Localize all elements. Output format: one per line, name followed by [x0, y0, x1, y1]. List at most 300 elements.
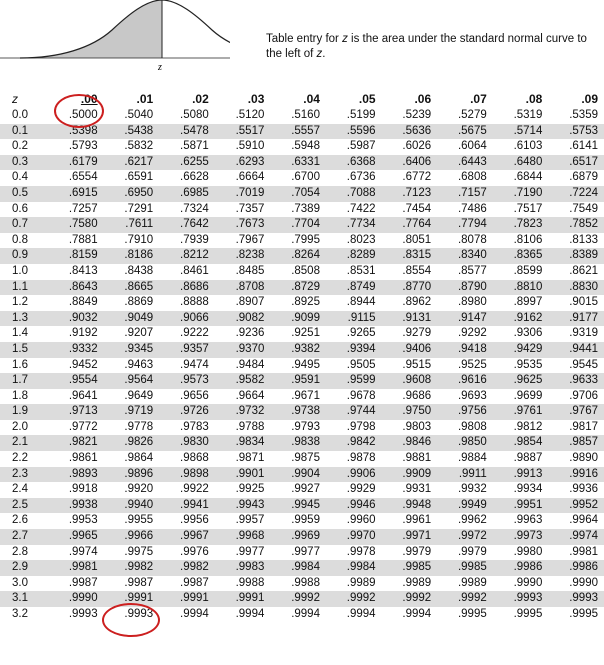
- table-cell: .6255: [159, 155, 215, 171]
- row-z-value: 3.1: [0, 591, 48, 607]
- table-row: [0, 202, 604, 218]
- table-cell: .7224: [548, 186, 604, 202]
- row-z-value: 3.0: [12, 576, 28, 589]
- row-z-value: 1.3: [0, 311, 48, 327]
- table-cell: .8577: [457, 264, 487, 277]
- table-cell: .8790: [437, 280, 493, 296]
- table-cell: .5319: [513, 109, 543, 121]
- table-cell: .6217: [104, 155, 160, 171]
- table-cell: .6950: [104, 186, 160, 202]
- table-cell: .9641: [68, 389, 98, 402]
- column-header: .05: [358, 92, 376, 107]
- table-cell: .9834: [215, 435, 271, 451]
- table-cell: .6141: [569, 140, 598, 153]
- table-cell: .9192: [68, 327, 98, 340]
- table-row: [0, 404, 604, 420]
- table-cell: .5000: [68, 109, 98, 121]
- table-cell: .8212: [159, 248, 215, 264]
- table-cell: .7704: [270, 217, 326, 233]
- table-cell: .6808: [457, 171, 487, 184]
- table-cell: .8643: [48, 280, 104, 296]
- table-cell: .9980: [513, 545, 543, 558]
- table-cell: .7054: [270, 186, 326, 202]
- table-cell: .8078: [457, 233, 487, 246]
- table-cell: .5910: [235, 140, 265, 153]
- table-cell: .9772: [68, 420, 98, 433]
- table-cell: .9920: [124, 483, 154, 496]
- table-cell: .9236: [235, 327, 265, 340]
- table-cell: .9965: [48, 529, 104, 545]
- table-cell: .9994: [402, 608, 432, 620]
- table-cell: .9896: [104, 467, 160, 483]
- table-cell: .5120: [235, 109, 265, 121]
- table-cell: .9545: [569, 358, 598, 371]
- table-cell: .8023: [346, 233, 376, 246]
- table-cell: .9162: [493, 311, 549, 327]
- table-cell: .9222: [180, 327, 209, 340]
- table-row: [0, 545, 604, 561]
- table-cell: .9911: [437, 467, 493, 483]
- table-cell: .9761: [493, 404, 549, 420]
- table-cell: .9968: [215, 529, 271, 545]
- table-cell: .5557: [270, 124, 326, 140]
- table-cell: .8962: [402, 296, 432, 309]
- table-row: [0, 607, 604, 623]
- row-z-value: 2.1: [0, 435, 48, 451]
- table-row: [0, 342, 604, 358]
- table-cell: .9974: [68, 545, 98, 558]
- table-cell: .9956: [180, 514, 209, 527]
- table-cell: .8365: [493, 248, 549, 264]
- table-cell: .9909: [382, 467, 438, 483]
- table-row: [0, 591, 604, 607]
- row-z-value: 2.4: [12, 483, 28, 496]
- table-cell: .8508: [291, 264, 320, 277]
- table-cell: .9767: [548, 404, 604, 420]
- table-cell: .9986: [548, 560, 604, 576]
- table-cell: .9633: [548, 373, 604, 389]
- table-cell: .7486: [457, 202, 487, 215]
- table-cell: .5636: [382, 124, 438, 140]
- table-cell: .7088: [326, 186, 382, 202]
- table-cell: .9951: [493, 498, 549, 514]
- table-cell: .9803: [402, 420, 432, 433]
- table-cell: .8708: [215, 280, 271, 296]
- table-cell: .9738: [270, 404, 326, 420]
- table-cell: .7580: [48, 217, 104, 233]
- table-cell: .5478: [159, 124, 215, 140]
- table-cell: .5517: [215, 124, 271, 140]
- table-row: [0, 108, 604, 124]
- table-cell: .6406: [382, 155, 438, 171]
- table-cell: .9984: [270, 560, 326, 576]
- table-cell: .8599: [513, 264, 543, 277]
- table-cell: .8264: [270, 248, 326, 264]
- column-header: .06: [414, 92, 432, 107]
- table-cell: .5199: [346, 109, 376, 121]
- table-row: [0, 373, 604, 389]
- row-z-value: 1.2: [12, 296, 28, 309]
- table-cell: .9871: [235, 452, 265, 465]
- row-z-value: 1.1: [0, 280, 48, 296]
- table-cell: .9995: [569, 608, 598, 620]
- table-cell: .7881: [68, 233, 98, 246]
- table-cell: .8997: [513, 296, 543, 309]
- row-z-value: 0.7: [0, 217, 48, 233]
- table-cell: .9319: [569, 327, 598, 340]
- table-cell: .9961: [402, 514, 432, 527]
- table-cell: .8980: [457, 296, 487, 309]
- table-cell: .9982: [104, 560, 160, 576]
- table-cell: .5040: [124, 109, 154, 121]
- table-cell: .9985: [382, 560, 438, 576]
- table-cell: .8665: [104, 280, 160, 296]
- table-cell: .9970: [326, 529, 382, 545]
- table-cell: .9963: [513, 514, 543, 527]
- table-cell: .9964: [569, 514, 598, 527]
- table-cell: .9992: [437, 591, 493, 607]
- table-cell: .9864: [124, 452, 154, 465]
- row-z-value: 0.2: [12, 140, 28, 153]
- row-z-value: 2.3: [0, 467, 48, 483]
- table-cell: .9916: [548, 467, 604, 483]
- table-cell: .9345: [104, 342, 160, 358]
- table-cell: .9131: [382, 311, 438, 327]
- table-cell: .9952: [548, 498, 604, 514]
- table-cell: .9591: [270, 373, 326, 389]
- table-cell: .9988: [235, 576, 265, 589]
- row-z-value: 2.0: [12, 420, 28, 433]
- table-cell: .6103: [513, 140, 543, 153]
- table-cell: .9686: [402, 389, 432, 402]
- table-cell: .9850: [437, 435, 493, 451]
- table-cell: .9649: [124, 389, 154, 402]
- table-cell: .7734: [326, 217, 382, 233]
- table-row: [0, 560, 604, 576]
- table-cell: .8186: [104, 248, 160, 264]
- table-row: [0, 513, 604, 529]
- table-cell: .9983: [215, 560, 271, 576]
- table-cell: .9495: [291, 358, 320, 371]
- table-cell: .9032: [48, 311, 104, 327]
- table-cell: .9991: [159, 591, 215, 607]
- table-cell: .9292: [457, 327, 487, 340]
- table-cell: .9838: [270, 435, 326, 451]
- table-cell: .5279: [457, 109, 487, 121]
- table-cell: .8810: [493, 280, 549, 296]
- table-cell: .9429: [493, 342, 549, 358]
- table-cell: .9990: [48, 591, 104, 607]
- table-cell: .6915: [48, 186, 104, 202]
- table-row: [0, 326, 604, 342]
- table-cell: .9535: [513, 358, 543, 371]
- table-cell: .9922: [180, 483, 209, 496]
- table-cell: .8621: [569, 264, 598, 277]
- table-row: [0, 576, 604, 592]
- table-cell: .9881: [402, 452, 432, 465]
- table-row: [0, 311, 604, 327]
- row-z-value: 0.6: [12, 202, 28, 215]
- row-z-value: 0.9: [0, 248, 48, 264]
- row-z-value: 0.5: [0, 186, 48, 202]
- table-cell: .9382: [270, 342, 326, 358]
- table-cell: .9994: [346, 608, 376, 620]
- row-z-value: 0.4: [12, 171, 28, 184]
- table-row: [0, 498, 604, 514]
- table-cell: .9890: [569, 452, 598, 465]
- table-cell: .9713: [48, 404, 104, 420]
- table-cell: .9934: [513, 483, 543, 496]
- table-cell: .9938: [48, 498, 104, 514]
- table-cell: .6628: [180, 171, 209, 184]
- table-cell: .7642: [159, 217, 215, 233]
- row-z-value: 2.8: [12, 545, 28, 558]
- table-row: [0, 420, 604, 436]
- table-cell: .9884: [457, 452, 487, 465]
- table-cell: .9994: [180, 608, 209, 620]
- table-row: [0, 155, 604, 171]
- row-z-value: 2.5: [0, 498, 48, 514]
- table-cell: .9979: [402, 545, 432, 558]
- table-cell: .5438: [104, 124, 160, 140]
- caption-z2: z: [316, 48, 323, 60]
- table-cell: .9582: [215, 373, 271, 389]
- table-cell: .6700: [291, 171, 320, 184]
- table-cell: .9943: [215, 498, 271, 514]
- table-cell: .9946: [326, 498, 382, 514]
- table-cell: .9981: [569, 545, 598, 558]
- table-cell: .9505: [346, 358, 376, 371]
- table-cell: .9861: [68, 452, 98, 465]
- table-cell: .7910: [124, 233, 154, 246]
- table-cell: .9564: [104, 373, 160, 389]
- table-cell: .5359: [569, 109, 598, 121]
- table-cell: .9177: [548, 311, 604, 327]
- table-cell: .8051: [402, 233, 432, 246]
- table-cell: .8729: [270, 280, 326, 296]
- table-cell: .6879: [569, 171, 598, 184]
- table-cell: .7291: [124, 202, 154, 215]
- table-cell: .9993: [68, 608, 98, 620]
- table-cell: .6480: [493, 155, 549, 171]
- table-cell: .9987: [180, 576, 209, 589]
- table-cell: .9625: [493, 373, 549, 389]
- table-cell: .7190: [493, 186, 549, 202]
- table-cell: .9993: [493, 591, 549, 607]
- row-z-value: 1.5: [0, 342, 48, 358]
- table-cell: .9955: [124, 514, 154, 527]
- row-z-value: 1.0: [12, 264, 28, 277]
- table-cell: .6591: [124, 171, 154, 184]
- table-cell: .8106: [513, 233, 543, 246]
- table-cell: .9925: [235, 483, 265, 496]
- table-cell: .5160: [291, 109, 320, 121]
- table-cell: .9719: [104, 404, 160, 420]
- table-cell: .9901: [215, 467, 271, 483]
- table-cell: .7673: [215, 217, 271, 233]
- table-row: [0, 280, 604, 296]
- table-cell: .6736: [346, 171, 376, 184]
- table-cell: .8413: [68, 264, 98, 277]
- table-cell: .8925: [291, 296, 320, 309]
- table-cell: .7517: [513, 202, 543, 215]
- row-z-value: 3.2: [12, 608, 28, 620]
- table-cell: .9616: [437, 373, 493, 389]
- table-cell: .8554: [402, 264, 432, 277]
- table-cell: .9929: [346, 483, 376, 496]
- table-cell: .9985: [437, 560, 493, 576]
- table-cell: .9887: [513, 452, 543, 465]
- table-cell: .9082: [215, 311, 271, 327]
- column-header: .03: [247, 92, 265, 107]
- table-cell: .9406: [382, 342, 438, 358]
- table-cell: .9732: [215, 404, 271, 420]
- table-cell: .9812: [513, 420, 543, 433]
- table-cell: .9875: [291, 452, 320, 465]
- table-row: [0, 451, 604, 467]
- table-cell: .9147: [437, 311, 493, 327]
- table-cell: .5871: [180, 140, 209, 153]
- table-cell: .9977: [235, 545, 265, 558]
- column-header: .09: [581, 92, 598, 107]
- table-row: [0, 170, 604, 186]
- table-cell: .9940: [104, 498, 160, 514]
- table-cell: .5596: [326, 124, 382, 140]
- table-cell: .9793: [291, 420, 320, 433]
- table-cell: .9989: [346, 576, 376, 589]
- table-cell: .6368: [326, 155, 382, 171]
- table-cell: .9893: [48, 467, 104, 483]
- table-cell: .9994: [235, 608, 265, 620]
- table-cell: .9821: [48, 435, 104, 451]
- table-row: [0, 186, 604, 202]
- table-cell: .7257: [68, 202, 98, 215]
- table-cell: .6064: [457, 140, 487, 153]
- table-cell: .9960: [346, 514, 376, 527]
- table-cell: .9992: [326, 591, 382, 607]
- table-cell: .5714: [493, 124, 549, 140]
- table-cell: .9991: [215, 591, 271, 607]
- table-cell: .7357: [235, 202, 265, 215]
- table-cell: .9932: [457, 483, 487, 496]
- table-cell: .9972: [437, 529, 493, 545]
- table-row: [0, 264, 604, 280]
- table-cell: .8389: [548, 248, 604, 264]
- row-z-value: 0.3: [0, 155, 48, 171]
- table-cell: .8438: [124, 264, 154, 277]
- table-cell: .9966: [104, 529, 160, 545]
- table-cell: .6772: [402, 171, 432, 184]
- table-cell: .8944: [346, 296, 376, 309]
- table-cell: .9554: [48, 373, 104, 389]
- shaded-area-region: [20, 0, 162, 58]
- table-cell: .5987: [346, 140, 376, 153]
- table-cell: .9846: [382, 435, 438, 451]
- table-cell: .9608: [382, 373, 438, 389]
- table-cell: .9989: [457, 576, 487, 589]
- table-cell: .9904: [270, 467, 326, 483]
- table-cell: .6443: [437, 155, 493, 171]
- column-header: .00: [80, 92, 98, 107]
- table-cell: .9778: [124, 420, 154, 433]
- table-cell: .8907: [235, 296, 265, 309]
- table-row: [0, 482, 604, 498]
- table-cell: .9898: [159, 467, 215, 483]
- table-cell: .9857: [548, 435, 604, 451]
- table-cell: .8289: [326, 248, 382, 264]
- table-cell: .9984: [326, 560, 382, 576]
- table-cell: .9976: [180, 545, 209, 558]
- table-cell: .6517: [548, 155, 604, 171]
- table-cell: .9808: [457, 420, 487, 433]
- table-cell: .9981: [48, 560, 104, 576]
- table-row: [0, 467, 604, 483]
- table-cell: .9987: [68, 576, 98, 589]
- table-cell: .8340: [437, 248, 493, 264]
- table-cell: .9418: [437, 342, 493, 358]
- table-cell: .7939: [180, 233, 209, 246]
- table-cell: .9783: [180, 420, 209, 433]
- table-cell: .5239: [402, 109, 432, 121]
- table-cell: .9949: [437, 498, 493, 514]
- table-cell: .8238: [215, 248, 271, 264]
- table-cell: .7549: [569, 202, 598, 215]
- table-cell: .8749: [326, 280, 382, 296]
- table-cell: .9868: [180, 452, 209, 465]
- table-cell: .9830: [159, 435, 215, 451]
- table-cell: .9726: [159, 404, 215, 420]
- table-cell: .9991: [104, 591, 160, 607]
- row-z-value: 0.1: [0, 124, 48, 140]
- table-cell: .9573: [159, 373, 215, 389]
- table-cell: .9750: [382, 404, 438, 420]
- table-cell: .5948: [291, 140, 320, 153]
- table-cell: .9990: [513, 576, 543, 589]
- table-cell: .9115: [326, 311, 382, 327]
- table-cell: .9599: [326, 373, 382, 389]
- table-cell: .9962: [457, 514, 487, 527]
- table-cell: .9931: [402, 483, 432, 496]
- table-cell: .8686: [159, 280, 215, 296]
- table-cell: .9099: [270, 311, 326, 327]
- table-cell: .9699: [513, 389, 543, 402]
- table-cell: .9798: [346, 420, 376, 433]
- table-cell: .6554: [68, 171, 98, 184]
- z-marker-label: z: [158, 62, 162, 73]
- table-cell: .9066: [159, 311, 215, 327]
- table-cell: .9015: [569, 296, 598, 309]
- table-cell: .5398: [48, 124, 104, 140]
- table-row: [0, 139, 604, 155]
- table-cell: .7967: [235, 233, 265, 246]
- table-cell: .8531: [346, 264, 376, 277]
- table-row: [0, 248, 604, 264]
- header-row: [0, 86, 604, 108]
- table-cell: .9854: [493, 435, 549, 451]
- table-cell: .9049: [104, 311, 160, 327]
- table-cell: .8315: [382, 248, 438, 264]
- table-cell: .9357: [159, 342, 215, 358]
- table-cell: .5675: [437, 124, 493, 140]
- table-row: [0, 217, 604, 233]
- table-cell: .9515: [402, 358, 432, 371]
- table-cell: .9918: [68, 483, 98, 496]
- table-cell: .9671: [291, 389, 320, 402]
- table-cell: .9693: [457, 389, 487, 402]
- table-cell: .8485: [235, 264, 265, 277]
- table-cell: .7823: [493, 217, 549, 233]
- column-header: .07: [470, 92, 487, 107]
